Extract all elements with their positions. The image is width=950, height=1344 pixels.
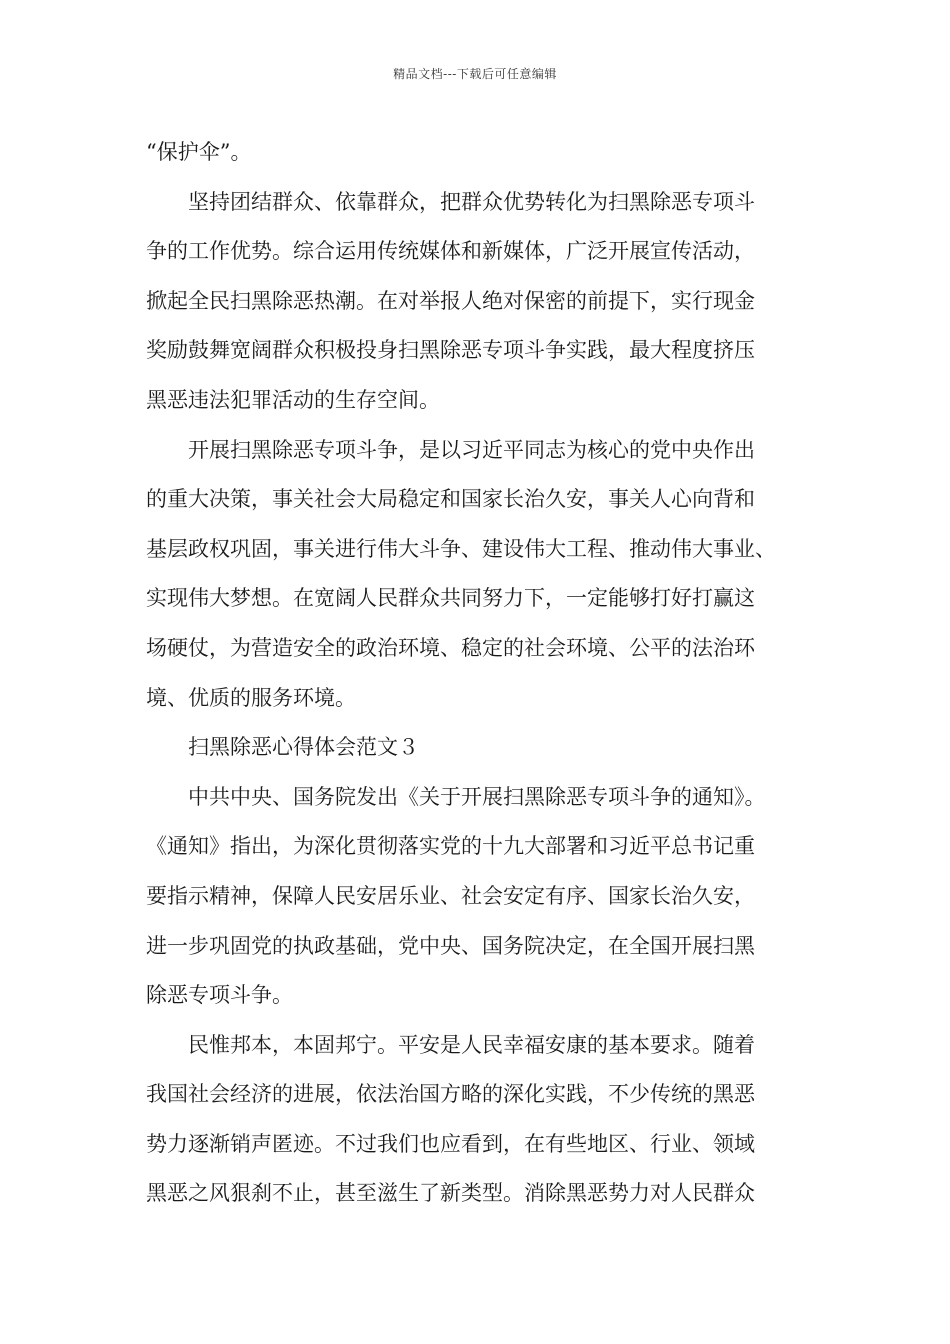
paragraph-line: 实现伟大梦想。在宽阔人民群众共同努力下，一定能够打好打赢这: [146, 586, 755, 611]
paragraph-line: 黑恶违法犯罪活动的生存空间。: [146, 387, 440, 412]
paragraph-line: 境、优质的服务环境。: [146, 685, 356, 710]
paragraph-line: 坚持团结群众、依靠群众，把群众优势转化为扫黑除恶专项斗: [188, 189, 755, 214]
paragraph-line: 除恶专项斗争。: [146, 983, 293, 1008]
page-header: 精品文档---下载后可任意编辑: [393, 67, 557, 81]
paragraph-line: 黑恶之风狠刹不止，甚至滋生了新类型。消除黑恶势力对人民群众: [146, 1181, 755, 1206]
paragraph-line: 开展扫黑除恶专项斗争，是以习近平同志为核心的党中央作出: [188, 437, 755, 462]
paragraph-line: 掀起全民扫黑除恶热潮。在对举报人绝对保密的前提下，实行现金: [146, 288, 755, 313]
paragraph-line: 势力逐渐销声匿迹。不过我们也应看到，在有些地区、行业、领域: [146, 1131, 755, 1156]
document-body: [146, 128, 816, 1219]
paragraph-line: 基层政权巩固，事关进行伟大斗争、建设伟大工程、推动伟大事业、: [146, 536, 776, 561]
paragraph-line: 的重大决策，事关社会大局稳定和国家长治久安，事关人心向背和: [146, 487, 755, 512]
paragraph-line: 争的工作优势。综合运用传统媒体和新媒体，广泛开展宣传活动，: [146, 239, 755, 264]
paragraph-line: 要指示精神，保障人民安居乐业、社会安定有序、国家长治久安，: [146, 883, 755, 908]
paragraph-line: 民惟邦本，本固邦宁。平安是人民幸福安康的基本要求。随着: [188, 1032, 755, 1057]
paragraph-line: 奖励鼓舞宽阔群众积极投身扫黑除恶专项斗争实践，最大程度挤压: [146, 338, 755, 363]
paragraph-line: 中共中央、国务院发出《关于开展扫黑除恶专项斗争的通知》。: [188, 784, 766, 809]
paragraph-line: “保护伞”。: [146, 140, 252, 164]
paragraph-line: 我国社会经济的进展，依法治国方略的深化实践，不少传统的黑恶: [146, 1082, 755, 1107]
paragraph-line: 场硬仗，为营造安全的政治环境、稳定的社会环境、公平的法治环: [146, 635, 755, 660]
paragraph-line: 进一步巩固党的执政基础，党中央、国务院决定，在全国开展扫黑: [146, 933, 755, 958]
paragraph-line: 《通知》指出，为深化贯彻落实党的十九大部署和习近平总书记重: [146, 834, 755, 859]
section-heading: 扫黑除恶心得体会范文３: [188, 735, 419, 760]
